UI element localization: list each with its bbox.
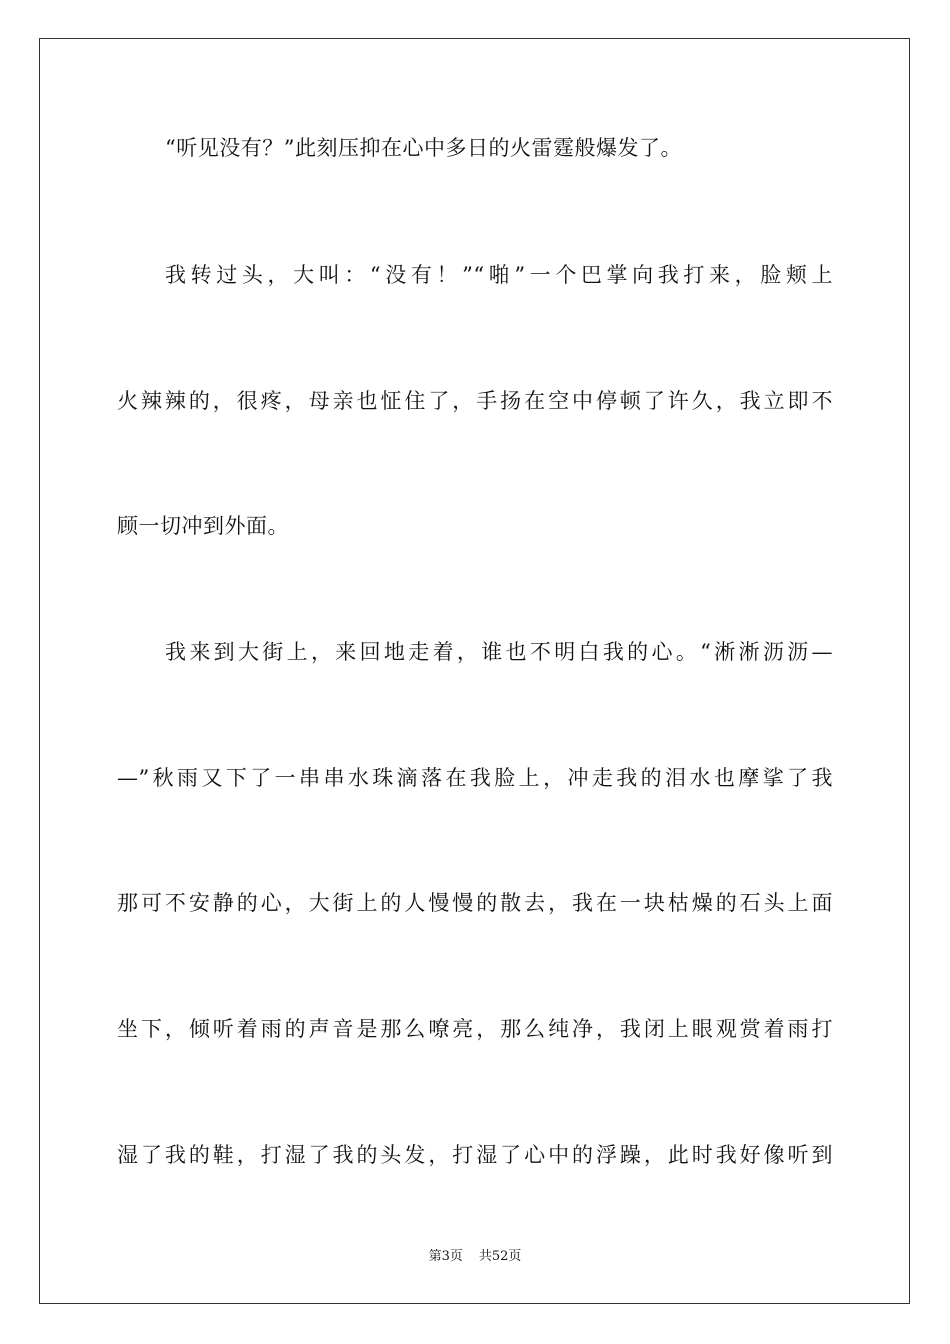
paragraph-line: 那可不安静的心，大街上的人慢慢的散去，我在一块枯燥的石头上面 <box>117 891 833 915</box>
paragraph-line: 顾一切冲到外面。 <box>117 514 289 538</box>
paragraph-line: 我来到大街上，来回地走着，谁也不明白我的心。“淅淅沥沥— <box>165 640 833 664</box>
paragraph-line: —”秋雨又下了一串串水珠滴落在我脸上，冲走我的泪水也摩挲了我 <box>117 766 833 790</box>
page-footer <box>0 1247 950 1267</box>
paragraph-line: “听见没有？”此刻压抑在心中多日的火雷霆般爆发了。 <box>165 136 682 160</box>
current-page-number: 第3页 <box>428 1249 463 1264</box>
paragraph-line: 坐下，倾听着雨的声音是那么嘹亮，那么纯净，我闭上眼观赏着雨打 <box>117 1017 833 1041</box>
paragraph-line: 我转过头，大叫：“没有！”“啪”一个巴掌向我打来，脸颊上 <box>165 263 833 287</box>
page-border <box>39 38 910 1304</box>
paragraph-line: 火辣辣的，很疼，母亲也怔住了，手扬在空中停顿了许久，我立即不 <box>117 389 833 413</box>
paragraph-line: 湿了我的鞋，打湿了我的头发，打湿了心中的浮躁，此时我好像听到 <box>117 1143 833 1167</box>
total-pages: 共52页 <box>478 1249 522 1264</box>
